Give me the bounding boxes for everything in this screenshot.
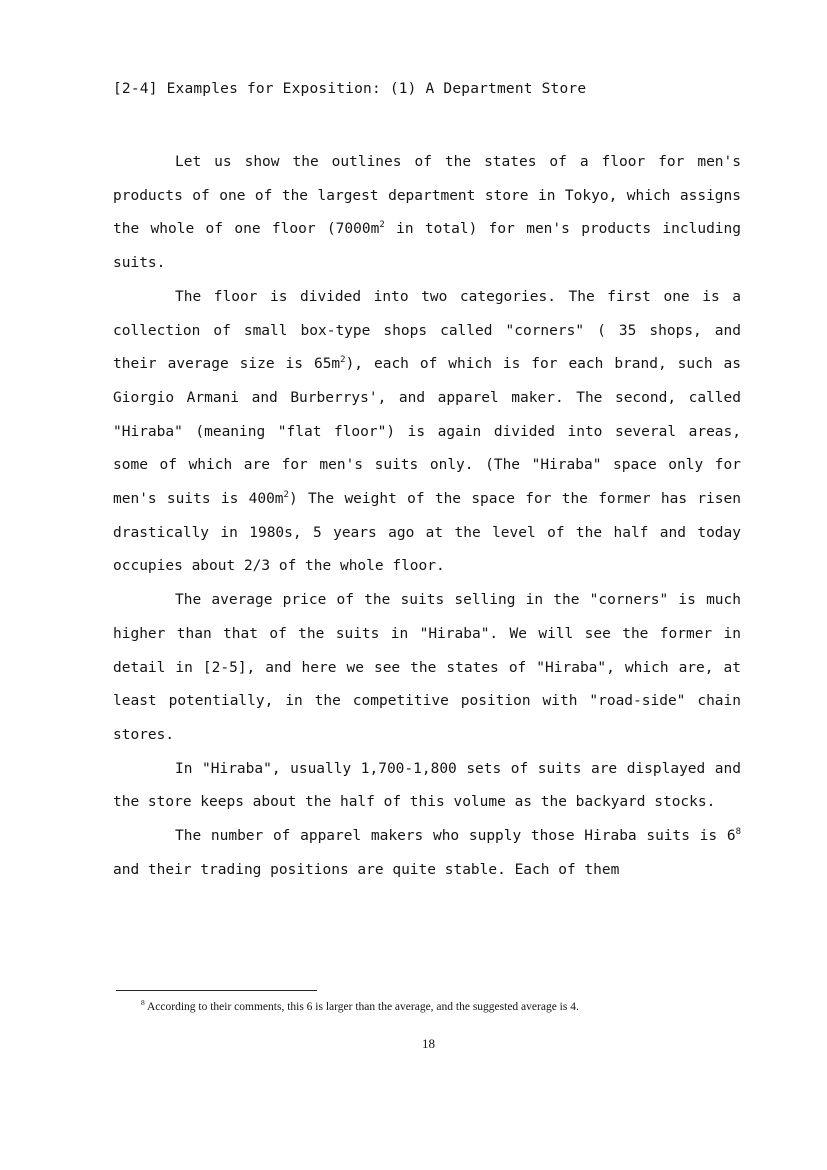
paragraph-2-text-a: The floor is divided into two categories. The first one is a collection of small box-type shops called "corners" ( 35 shops, and their average size is 65m <box>113 288 741 373</box>
paragraph-2 <box>113 281 741 584</box>
paragraph-1 <box>113 146 741 281</box>
paragraph-5-text-b: and their trading positions are quite stable. Each of them <box>113 861 620 878</box>
paragraph-5 <box>113 820 741 887</box>
footnote-text: According to their comments, this 6 is larger than the average, and the suggested average is 4. <box>144 1001 579 1013</box>
paragraph-4: In "Hiraba", usually 1,700-1,800 sets of suits are displayed and the store keeps about the half of this volume as the backyard stocks. <box>113 760 741 811</box>
paragraph-3: The average price of the suits selling in the "corners" is much higher than that of the suits in "Hiraba". We will see the former in detail in [2-5], and here we see the states of "Hiraba", which are, at least potentially, in the competitive position with "road-side" chain stores. <box>113 592 741 743</box>
footnote-reference[interactable]: 8 <box>735 827 741 838</box>
footnote-marker: 8 <box>141 998 145 1008</box>
paragraph-1-text-b: in total) for men's products including suits. <box>113 221 741 272</box>
paragraph-5-text-a: The number of apparel makers who supply those Hiraba suits is 6 <box>175 828 736 845</box>
superscript-2: 2 <box>283 490 289 501</box>
paragraph-2-text-c: ) The weight of the space for the former has risen drastically in 1980s, 5 years ago at the level of the half and today occupies about 2/3 of the whole floor. <box>113 491 741 575</box>
footnote-separator <box>116 990 317 991</box>
superscript-2: 2 <box>340 355 346 366</box>
footnote <box>141 998 741 1013</box>
superscript-2: 2 <box>379 220 385 231</box>
paragraph-2-text-b: ), each of which is for each brand, such as Giorgio Armani and Burberrys', and apparel maker. The second, called "Hiraba" (meaning "flat floor") is again divided into several areas, some of which are for men's suits only. (The "Hiraba" space only for men's suits is 400m <box>113 356 741 508</box>
section-heading: [2-4] Examples for Exposition: (1) A Department Store <box>113 81 587 97</box>
page-number: 18 <box>422 1036 435 1051</box>
body-text <box>113 146 741 887</box>
paragraph-1-text-a: Let us show the outlines of the states of a floor for men's products of one of the largest department store in Tokyo, which assigns the whole of one floor (7000m <box>113 154 741 238</box>
